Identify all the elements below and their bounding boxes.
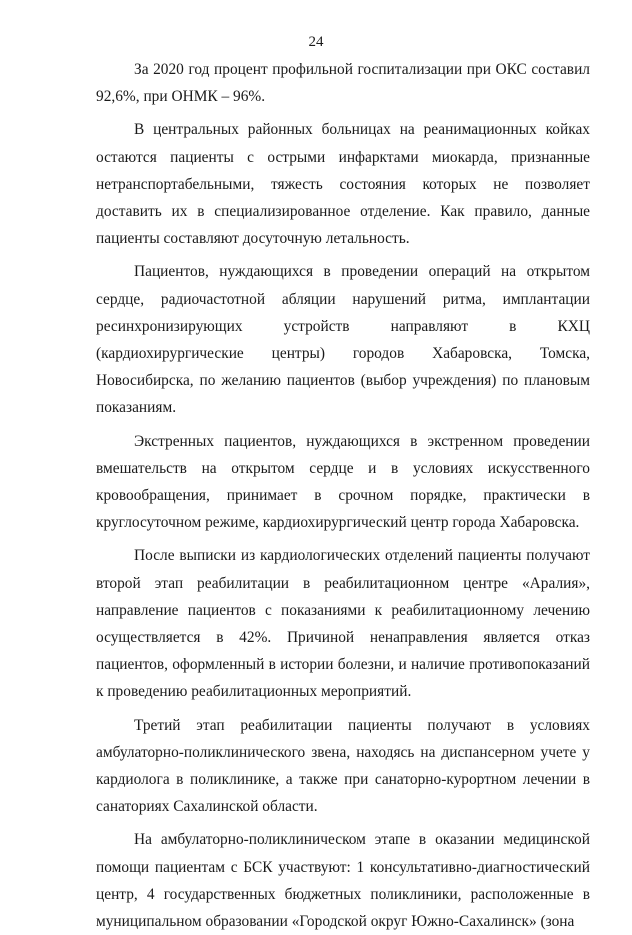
paragraph-open-heart-surgery: Пациентов, нуждающихся в проведении операций на открытом сердце, радиочастотной абляции нарушений ритма, имплантации ресинхронизирующих устройств направляют в КХЦ (кардиохирургические центры) городов Хабаровска, Томска, Новосибирска, по желанию пациентов (выбор учреждения) по плановым показаниям. [96,263,590,417]
paragraph-hospitalization-rate: За 2020 год процент профильной госпитализации при ОКС составил 92,6%, при ОНМК – 96%. [96,61,590,106]
paragraph-third-stage-rehab: Третий этап реабилитации пациенты получают в условиях амбулаторно-поликлинического звена, находясь на диспансерном учете у кардиолога в поликлинике, а также при санаторно-курортном лечении в санаториях Сахалинской области. [96,716,590,816]
paragraph-district-hospitals: В центральных районных больницах на реанимационных койках остаются пациенты с острыми инфарктами миокарда, признанные нетранспортабельными, тяжесть состояния которых не позволяет доставить их в специализированное отделение. Как правило, данные пациенты составляют досуточную летальность. [96,121,590,248]
paragraph-outpatient-stage: На амбулаторно-поликлиническом этапе в оказании медицинской помощи пациентам с БСК участвуют: 1 консультативно-диагностический центр, 4 государственных бюджетных поликлиники, расположенные в муниципальном образовании «Городской округ Южно-Сахалинск» (зона [96,831,590,931]
paragraph-emergency-patients: Экстренных пациентов, нуждающихся в экстренном проведении вмешательств на открытом сердце и в условиях искусственного кровообращения, принимает в срочном порядке, практически в круглосуточном режиме, кардиохирургический центр города Хабаровска. [96,432,590,532]
page-number: 24 [308,34,324,50]
document-body [96,56,590,935]
paragraph-second-stage-rehab: После выписки из кардиологических отделений пациенты получают второй этап реабилитации в реабилитационном центре «Аралия», направление пациентов с показаниями к реабилитационному лечению осуществляется в 42%. Причиной ненаправления является отказ пациентов, оформленный в истории болезни, и наличие противопоказаний к проведению реабилитационных мероприятий. [96,547,590,701]
